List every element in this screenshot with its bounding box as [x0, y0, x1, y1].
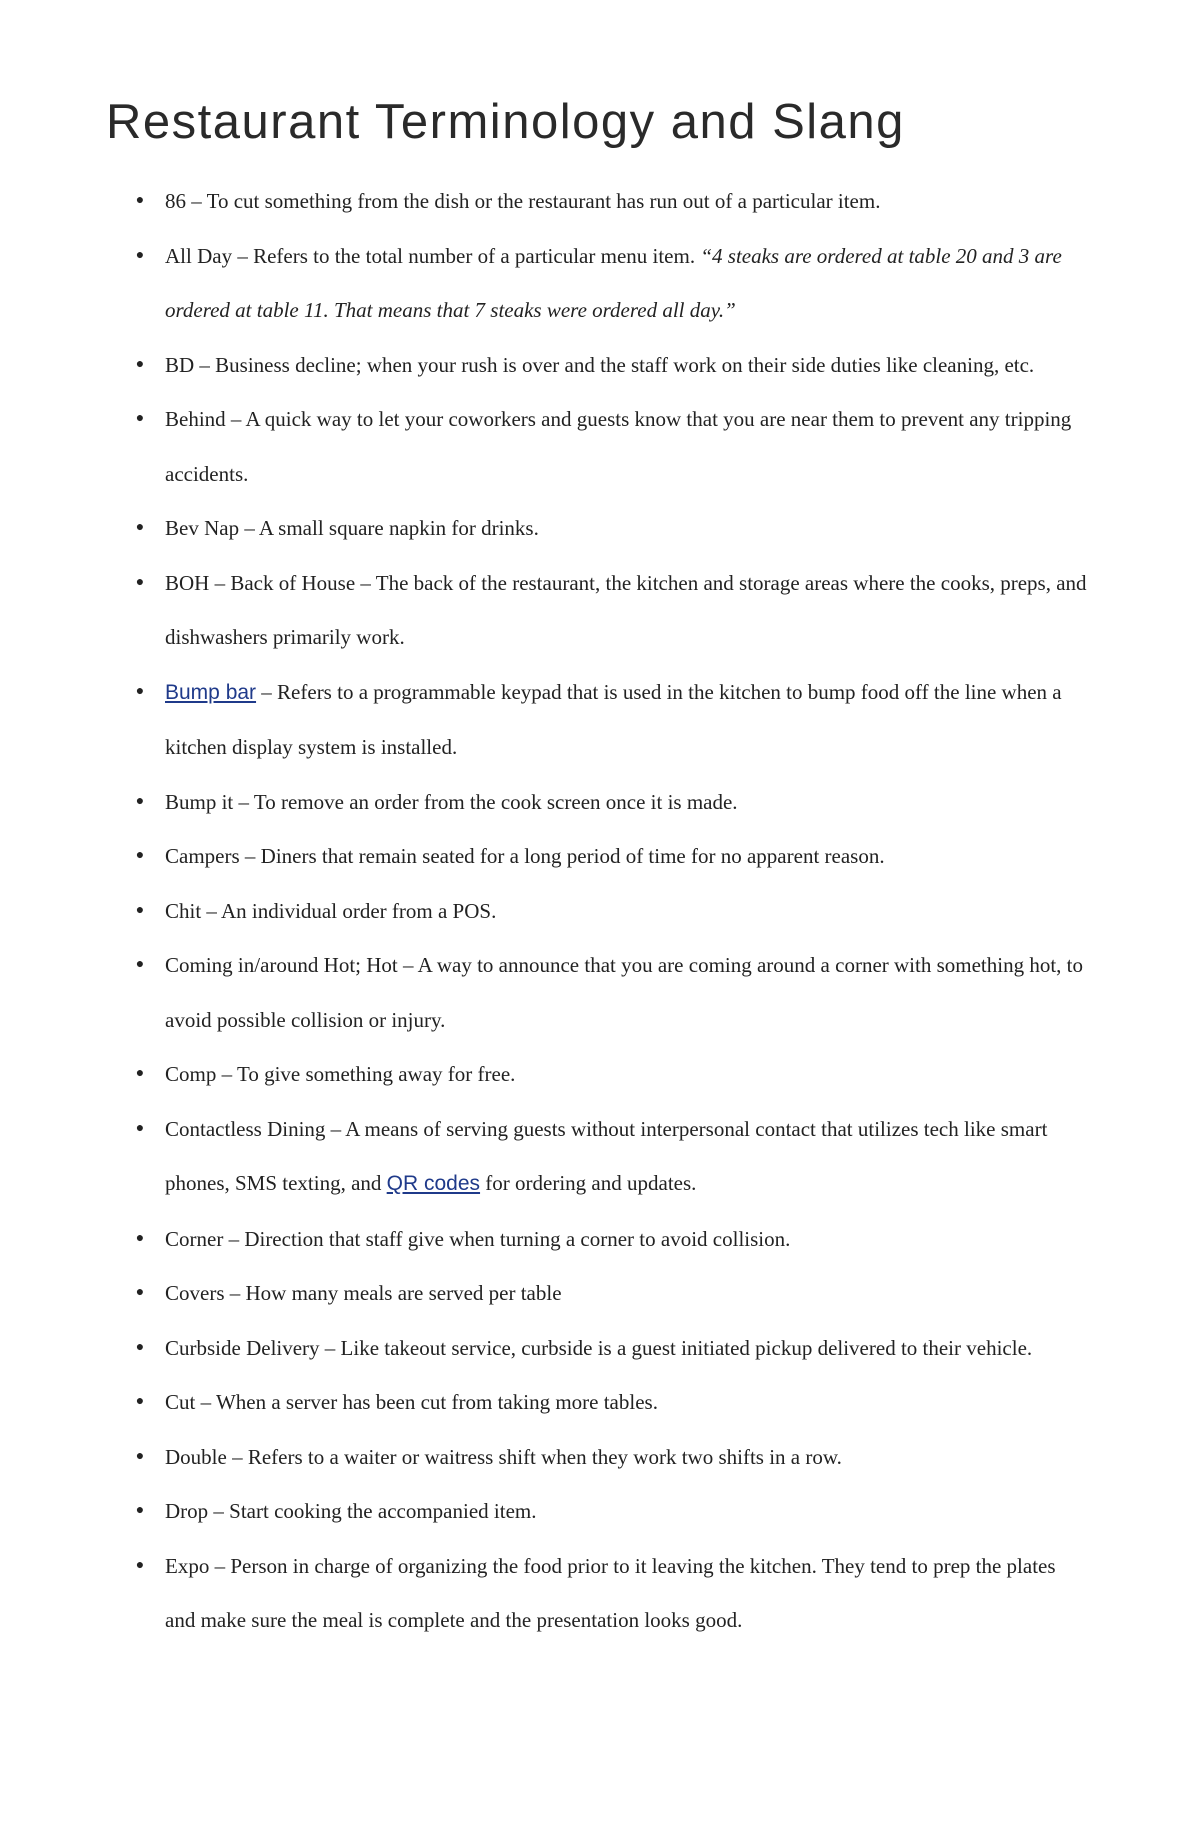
bullet-icon: ● — [135, 574, 145, 590]
term-item — [130, 665, 1090, 775]
bullet-icon: ● — [135, 957, 145, 972]
term-item — [130, 1212, 1090, 1267]
term-text: Chit – An individual order from a POS. — [165, 898, 497, 923]
term-text: 86 – To cut something from the dish or the restaurant has run out of a particular item. — [165, 189, 881, 213]
term-item — [130, 1266, 1090, 1321]
term-example-quote: “4 steaks are ordered at table 20 and 3 are ordered at table 11. That means that 7 steaks were ordered all day.” — [165, 243, 1062, 322]
bullet-icon: ● — [135, 193, 145, 208]
term-item — [130, 1321, 1090, 1376]
term-item — [130, 1430, 1090, 1485]
bump-bar-link[interactable]: Bump bar — [165, 680, 257, 704]
term-text: Corner – Direction that staff give when turning a corner to avoid collision. — [165, 1226, 791, 1251]
term-text: Campers – Diners that remain seated for a long period of time for no apparent reason. — [165, 844, 885, 868]
term-text: Cut – When a server has been cut from taking more tables. — [165, 1390, 658, 1414]
bullet-icon: ● — [135, 1557, 145, 1573]
term-text: All Day – Refers to the total number of a particular menu item. — [165, 243, 701, 268]
bullet-icon: ● — [135, 1230, 145, 1246]
term-item — [130, 392, 1090, 501]
bullet-icon: ● — [135, 247, 145, 263]
document-title: Restaurant Terminology and Slang — [106, 95, 905, 149]
term-item — [130, 1102, 1090, 1212]
term-text: Curbside Delivery – Like takeout service, curbside is a guest initiated pickup delivered to their vehicle. — [165, 1335, 1033, 1360]
bullet-icon: ● — [135, 902, 145, 918]
term-item — [130, 884, 1090, 939]
term-item — [130, 501, 1090, 556]
terminology-list — [130, 174, 1090, 1648]
term-item — [130, 1375, 1090, 1430]
qr-codes-link[interactable]: QR codes — [386, 1172, 481, 1195]
bullet-icon: ● — [135, 1394, 145, 1409]
term-text: Double – Refers to a waiter or waitress shift when they work two shifts in a row. — [165, 1444, 842, 1469]
term-text: Contactless Dining – A means of serving guests without interpersonal contact that utilizes tech like smart phones, SMS texting, and — [165, 1116, 1048, 1195]
term-item — [130, 775, 1090, 830]
term-text: Bump it – To remove an order from the cook screen once it is made. — [165, 789, 738, 814]
bullet-icon: ● — [135, 356, 145, 372]
term-text: Behind – A quick way to let your coworkers and guests know that you are near them to prevent any tripping accidents. — [165, 407, 1072, 486]
term-text-after: for ordering and updates. — [480, 1171, 697, 1195]
term-item — [130, 338, 1090, 393]
bullet-icon: ● — [135, 848, 145, 863]
term-text: Drop – Start cooking the accompanied item. — [165, 1499, 537, 1523]
term-text: BD – Business decline; when your rush is over and the staff work on their side duties like cleaning, etc. — [165, 352, 1035, 377]
term-text: BOH – Back of House – The back of the restaurant, the kitchen and storage areas where the cooks, preps, and dishwashers primarily work. — [165, 570, 1087, 649]
term-item — [130, 938, 1090, 1047]
term-item — [130, 1047, 1090, 1102]
bullet-icon: ● — [135, 683, 145, 699]
bullet-icon: ● — [135, 411, 145, 426]
term-text: Covers – How many meals are served per table — [165, 1281, 562, 1305]
term-item — [130, 229, 1090, 338]
term-text: Expo – Person in charge of organizing the food prior to it leaving the kitchen. They tend to prep the plates and make sure the meal is complete and the presentation looks good. — [165, 1553, 1056, 1632]
term-text: Coming in/around Hot; Hot – A way to announce that you are coming around a corner with something hot, to avoid possible collision or injury. — [165, 953, 1084, 1032]
bullet-icon: ● — [135, 1285, 145, 1300]
term-item — [130, 174, 1090, 229]
bullet-icon: ● — [135, 1503, 145, 1518]
term-item — [130, 1484, 1090, 1539]
term-text: Comp – To give something away for free. — [165, 1062, 516, 1086]
bullet-icon: ● — [135, 1339, 145, 1355]
term-item — [130, 556, 1090, 665]
bullet-icon: ● — [135, 1120, 145, 1136]
term-text: Bev Nap – A small square napkin for drinks. — [165, 516, 539, 540]
bullet-icon: ● — [135, 1066, 145, 1081]
term-item — [130, 1539, 1090, 1648]
bullet-icon: ● — [135, 1448, 145, 1464]
bullet-icon: ● — [135, 520, 145, 535]
term-item — [130, 829, 1090, 884]
bullet-icon: ● — [135, 793, 145, 809]
term-text: – Refers to a programmable keypad that is used in the kitchen to bump food off the line when a kitchen display system is installed. — [165, 679, 1062, 759]
